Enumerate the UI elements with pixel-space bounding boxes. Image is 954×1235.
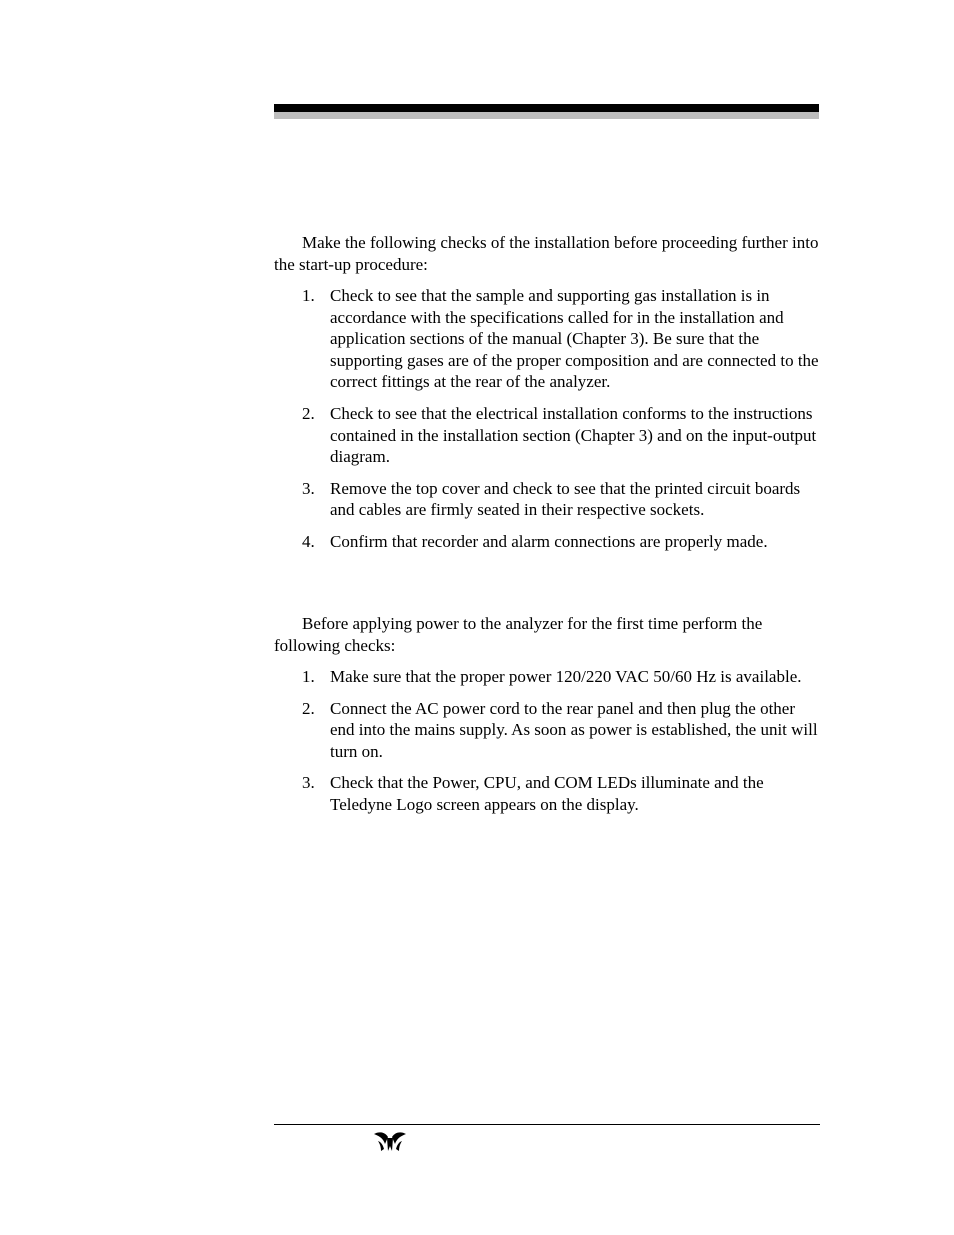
- section1-intro: Make the following checks of the installation before proceeding further into the start-up procedure:: [274, 233, 819, 274]
- list-item-number: 1.: [302, 667, 315, 686]
- section1-checklist: [274, 285, 822, 563]
- list-item-number: 2.: [302, 403, 315, 423]
- list-item: [274, 478, 822, 521]
- list-item: [274, 403, 822, 468]
- list-item-number: 1.: [302, 286, 315, 305]
- list-item-text: Check that the Power, CPU, and COM LEDs illuminate and the Teledyne Logo screen appears on the display.: [330, 773, 764, 814]
- list-item-text: Confirm that recorder and alarm connections are properly made.: [330, 531, 768, 551]
- list-item-number: 4.: [302, 531, 315, 551]
- list-item-text: Check to see that the sample and supporting gas installation is in accordance with the specifications called for in the installation and application sections of the manual (Chapter 3). Be sure that the supporting gases are of the proper composition and are connected to the correct fittings at the rear of the analyzer.: [330, 286, 819, 392]
- list-item: [274, 666, 822, 688]
- list-item-number: 3.: [302, 478, 315, 498]
- header-rule-shadow: [274, 112, 819, 119]
- section2-checklist: [274, 666, 822, 826]
- list-item-number: 3.: [302, 773, 315, 793]
- teledyne-logo-icon: [372, 1131, 408, 1153]
- list-item-number: 2.: [302, 698, 315, 718]
- list-item-text: Make sure that the proper power 120/220 VAC 50/60 Hz is available.: [330, 667, 802, 686]
- list-item: [274, 285, 822, 393]
- list-item-text: Connect the AC power cord to the rear panel and then plug the other end into the mains supply. As soon as power is established, the unit will turn on.: [330, 698, 818, 761]
- list-item: [274, 531, 822, 553]
- section2-intro: Before applying power to the analyzer for the first time perform the following checks:: [274, 614, 763, 655]
- footer-rule: [274, 1124, 820, 1125]
- list-item: [274, 698, 822, 763]
- header-rule: [274, 104, 819, 112]
- list-item: [274, 772, 822, 815]
- list-item-text: Check to see that the electrical installation conforms to the instructions contained in the installation section (Chapter 3) and on the input-output diagram.: [330, 403, 817, 467]
- list-item-text: Remove the top cover and check to see that the printed circuit boards and cables are firmly seated in their respective sockets.: [330, 478, 801, 520]
